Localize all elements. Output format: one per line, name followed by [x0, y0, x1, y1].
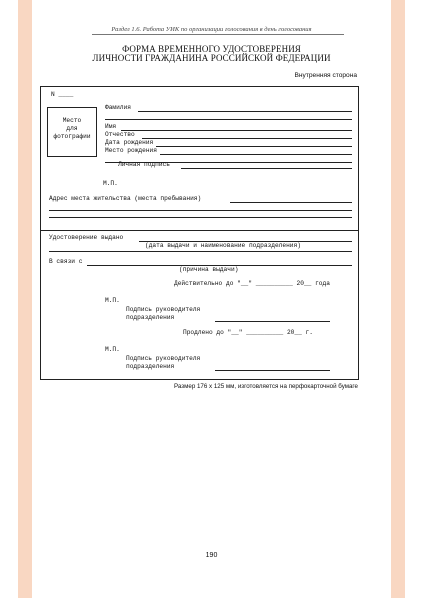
head-signature-line-2[interactable] — [215, 370, 330, 371]
stamp-place-label-3: М.П. — [105, 346, 120, 353]
photo-place-line1: Место — [62, 117, 82, 124]
birth-date-line[interactable] — [156, 146, 352, 147]
issued-by-label: Удостоверение выдано — [49, 234, 124, 241]
head-signature-label-1b: подразделения — [126, 314, 175, 321]
address-line-3[interactable] — [49, 217, 352, 218]
reason-label: В связи с — [49, 258, 83, 265]
address-line[interactable] — [230, 202, 352, 203]
surname-line-extra[interactable] — [105, 119, 352, 120]
certificate-number-label: N ____ — [51, 91, 74, 98]
issued-by-hint: (дата выдачи и наименование подразделения) — [145, 242, 301, 249]
left-margin-strip — [18, 0, 32, 598]
head-signature-label-1a: Подпись руководителя — [126, 306, 201, 313]
stamp-place-label: М.П. — [103, 180, 118, 187]
name-label: Имя — [105, 123, 117, 130]
size-note: Размер 176 х 125 мм, изготовляется на перфокарточной бумаге — [174, 383, 358, 390]
address-line-2[interactable] — [49, 210, 352, 211]
photo-place-line2: для — [66, 125, 78, 132]
header-divider — [92, 34, 344, 35]
form-title-line1: ФОРМА ВРЕМЕННОГО УДОСТОВЕРЕНИЯ — [122, 44, 301, 54]
address-label: Адрес места жительства (места пребывания) — [49, 195, 202, 202]
head-signature-label-2a: Подпись руководителя — [126, 355, 201, 362]
stamp-place-label-2: М.П. — [105, 297, 120, 304]
extended-until-text: Продлено до "__" __________ 20__ г. — [183, 329, 313, 336]
patronymic-label: Отчество — [105, 131, 135, 138]
section-divider — [41, 230, 358, 231]
personal-signature-label: Личная подпись — [118, 161, 170, 168]
head-signature-label-2b: подразделения — [126, 363, 175, 370]
inner-side-label: Внутренняя сторона — [294, 72, 357, 79]
head-signature-line-1[interactable] — [215, 321, 330, 322]
right-margin-strip — [391, 0, 405, 598]
photo-place-line3: фотографии — [53, 133, 91, 140]
certificate-form — [40, 86, 359, 380]
surname-line[interactable] — [138, 111, 352, 112]
reason-hint: (причина выдачи) — [179, 266, 239, 273]
birth-place-line[interactable] — [160, 154, 352, 155]
birth-date-label: Дата рождения — [105, 139, 154, 146]
issued-by-line-2[interactable] — [49, 251, 352, 252]
page-number: 190 — [205, 552, 218, 559]
patronymic-line[interactable] — [142, 138, 352, 139]
personal-signature-line[interactable] — [181, 168, 352, 169]
surname-label: Фамилия — [105, 104, 131, 111]
valid-until-text: Действительно до "__" __________ 20__ года — [174, 280, 330, 287]
section-header: Раздел 1.6. Работа УИК по организации голосования в день голосования — [111, 26, 312, 33]
photo-placeholder — [47, 107, 97, 157]
name-line[interactable] — [121, 130, 352, 131]
birth-place-label: Место рождения — [105, 147, 157, 154]
form-title-line2: ЛИЧНОСТИ ГРАЖДАНИНА РОССИЙСКОЙ ФЕДЕРАЦИИ — [92, 53, 331, 63]
